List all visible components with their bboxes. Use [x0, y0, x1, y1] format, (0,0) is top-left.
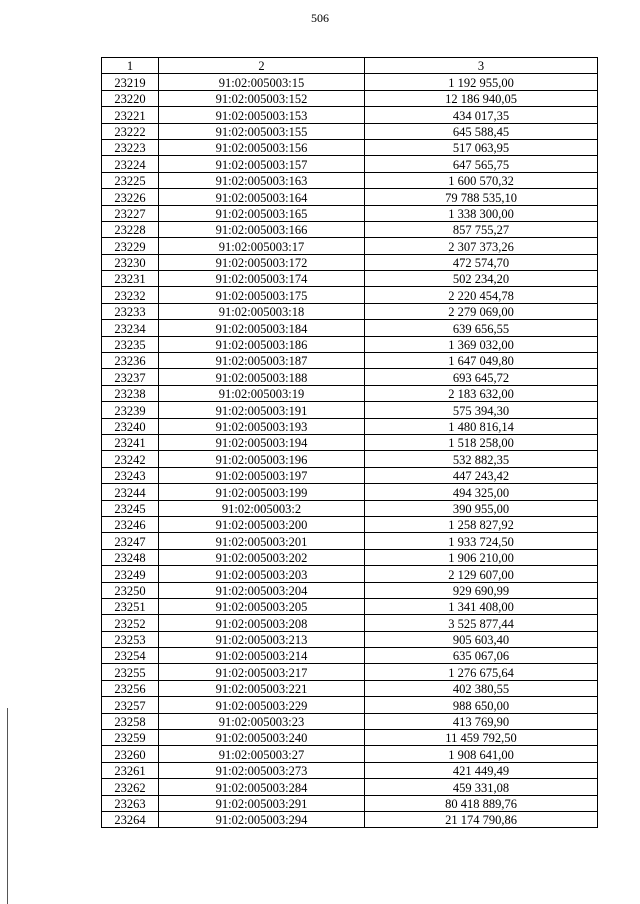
value-cell: 645 588,45	[365, 123, 598, 139]
value-cell: 2 220 454,78	[365, 287, 598, 303]
table-row	[102, 221, 598, 237]
table-row	[102, 90, 598, 106]
cadastral-number-cell: 91:02:005003:172	[159, 254, 365, 270]
cadastral-number-cell: 91:02:005003:175	[159, 287, 365, 303]
value-cell: 1 480 816,14	[365, 418, 598, 434]
table-row	[102, 598, 598, 614]
table-row	[102, 713, 598, 729]
column-header-2: 2	[159, 58, 365, 74]
value-cell: 1 647 049,80	[365, 353, 598, 369]
table-row	[102, 74, 598, 90]
cadastral-number-cell: 91:02:005003:273	[159, 762, 365, 778]
value-cell: 79 788 535,10	[365, 189, 598, 205]
table-row	[102, 795, 598, 811]
row-number-cell: 23244	[102, 484, 159, 500]
value-cell: 988 650,00	[365, 697, 598, 713]
value-cell: 80 418 889,76	[365, 795, 598, 811]
cadastral-number-cell: 91:02:005003:284	[159, 779, 365, 795]
table-row	[102, 205, 598, 221]
cadastral-number-cell: 91:02:005003:201	[159, 533, 365, 549]
table-row	[102, 402, 598, 418]
cadastral-number-cell: 91:02:005003:23	[159, 713, 365, 729]
row-number-cell: 23231	[102, 271, 159, 287]
row-number-cell: 23260	[102, 746, 159, 762]
row-number-cell: 23243	[102, 467, 159, 483]
row-number-cell: 23239	[102, 402, 159, 418]
table-row	[102, 615, 598, 631]
row-number-cell: 23233	[102, 303, 159, 319]
table-row	[102, 631, 598, 647]
table-row	[102, 254, 598, 270]
cadastral-number-cell: 91:02:005003:166	[159, 221, 365, 237]
table-row	[102, 533, 598, 549]
value-cell: 502 234,20	[365, 271, 598, 287]
table-row	[102, 172, 598, 188]
value-cell: 434 017,35	[365, 107, 598, 123]
cadastral-number-cell: 91:02:005003:240	[159, 730, 365, 746]
table-row	[102, 418, 598, 434]
row-number-cell: 23256	[102, 680, 159, 696]
row-number-cell: 23238	[102, 385, 159, 401]
table-row	[102, 779, 598, 795]
value-cell: 905 603,40	[365, 631, 598, 647]
value-cell: 1 518 258,00	[365, 434, 598, 450]
row-number-cell: 23227	[102, 205, 159, 221]
table-row	[102, 238, 598, 254]
table-row	[102, 451, 598, 467]
row-number-cell: 23219	[102, 74, 159, 90]
row-number-cell: 23252	[102, 615, 159, 631]
row-number-cell: 23229	[102, 238, 159, 254]
table-row	[102, 664, 598, 680]
value-cell: 1 258 827,92	[365, 516, 598, 532]
cadastral-number-cell: 91:02:005003:174	[159, 271, 365, 287]
cadastral-number-cell: 91:02:005003:165	[159, 205, 365, 221]
value-cell: 857 755,27	[365, 221, 598, 237]
value-cell: 459 331,08	[365, 779, 598, 795]
value-cell: 929 690,99	[365, 582, 598, 598]
row-number-cell: 23241	[102, 434, 159, 450]
cadastral-number-cell: 91:02:005003:221	[159, 680, 365, 696]
cadastral-number-cell: 91:02:005003:204	[159, 582, 365, 598]
row-number-cell: 23257	[102, 697, 159, 713]
cadastral-number-cell: 91:02:005003:200	[159, 516, 365, 532]
cadastral-number-cell: 91:02:005003:164	[159, 189, 365, 205]
cadastral-number-cell: 91:02:005003:27	[159, 746, 365, 762]
table-row	[102, 697, 598, 713]
table-row	[102, 762, 598, 778]
row-number-cell: 23224	[102, 156, 159, 172]
cadastral-number-cell: 91:02:005003:17	[159, 238, 365, 254]
table-row	[102, 156, 598, 172]
table-row	[102, 320, 598, 336]
row-number-cell: 23251	[102, 598, 159, 614]
value-cell: 647 565,75	[365, 156, 598, 172]
row-number-cell: 23232	[102, 287, 159, 303]
cadastral-number-cell: 91:02:005003:184	[159, 320, 365, 336]
value-cell: 421 449,49	[365, 762, 598, 778]
cadastral-number-cell: 91:02:005003:156	[159, 139, 365, 155]
table-row	[102, 189, 598, 205]
value-cell: 2 307 373,26	[365, 238, 598, 254]
cadastral-number-cell: 91:02:005003:155	[159, 123, 365, 139]
value-cell: 2 279 069,00	[365, 303, 598, 319]
table-row	[102, 287, 598, 303]
row-number-cell: 23230	[102, 254, 159, 270]
table-row	[102, 353, 598, 369]
cadastral-number-cell: 91:02:005003:294	[159, 811, 365, 827]
value-cell: 1 338 300,00	[365, 205, 598, 221]
cadastral-number-cell: 91:02:005003:18	[159, 303, 365, 319]
cadastral-number-cell: 91:02:005003:186	[159, 336, 365, 352]
cadastral-number-cell: 91:02:005003:163	[159, 172, 365, 188]
value-cell: 3 525 877,44	[365, 615, 598, 631]
value-cell: 1 192 955,00	[365, 74, 598, 90]
row-number-cell: 23246	[102, 516, 159, 532]
row-number-cell: 23259	[102, 730, 159, 746]
value-cell: 402 380,55	[365, 680, 598, 696]
value-cell: 1 908 641,00	[365, 746, 598, 762]
row-number-cell: 23249	[102, 566, 159, 582]
table-row	[102, 107, 598, 123]
cadastral-number-cell: 91:02:005003:229	[159, 697, 365, 713]
row-number-cell: 23254	[102, 648, 159, 664]
table-row	[102, 680, 598, 696]
table-row	[102, 730, 598, 746]
value-cell: 1 933 724,50	[365, 533, 598, 549]
value-cell: 532 882,35	[365, 451, 598, 467]
cadastral-number-cell: 91:02:005003:2	[159, 500, 365, 516]
table-row	[102, 467, 598, 483]
value-cell: 1 600 570,32	[365, 172, 598, 188]
cadastral-number-cell: 91:02:005003:19	[159, 385, 365, 401]
column-header-3: 3	[365, 58, 598, 74]
value-cell: 21 174 790,86	[365, 811, 598, 827]
value-cell: 390 955,00	[365, 500, 598, 516]
value-cell: 517 063,95	[365, 139, 598, 155]
row-number-cell: 23235	[102, 336, 159, 352]
column-header-1: 1	[102, 58, 159, 74]
table-row	[102, 123, 598, 139]
row-number-cell: 23221	[102, 107, 159, 123]
value-cell: 12 186 940,05	[365, 90, 598, 106]
table-header-row	[102, 58, 598, 74]
row-number-cell: 23248	[102, 549, 159, 565]
value-cell: 1 276 675,64	[365, 664, 598, 680]
table-row	[102, 369, 598, 385]
row-number-cell: 23226	[102, 189, 159, 205]
row-number-cell: 23240	[102, 418, 159, 434]
cadastral-number-cell: 91:02:005003:157	[159, 156, 365, 172]
row-number-cell: 23220	[102, 90, 159, 106]
cadastral-number-cell: 91:02:005003:203	[159, 566, 365, 582]
row-number-cell: 23223	[102, 139, 159, 155]
table-row	[102, 271, 598, 287]
row-number-cell: 23255	[102, 664, 159, 680]
table-row	[102, 484, 598, 500]
row-number-cell: 23237	[102, 369, 159, 385]
table-row	[102, 582, 598, 598]
table-row	[102, 549, 598, 565]
cadastral-number-cell: 91:02:005003:152	[159, 90, 365, 106]
cadastral-number-cell: 91:02:005003:291	[159, 795, 365, 811]
cadastral-number-cell: 91:02:005003:187	[159, 353, 365, 369]
margin-line	[7, 708, 8, 904]
table-row	[102, 434, 598, 450]
table-row	[102, 385, 598, 401]
cadastral-number-cell: 91:02:005003:188	[159, 369, 365, 385]
value-cell: 575 394,30	[365, 402, 598, 418]
row-number-cell: 23247	[102, 533, 159, 549]
value-cell: 2 183 632,00	[365, 385, 598, 401]
cadastral-number-cell: 91:02:005003:15	[159, 74, 365, 90]
row-number-cell: 23245	[102, 500, 159, 516]
table-row	[102, 139, 598, 155]
value-cell: 413 769,90	[365, 713, 598, 729]
row-number-cell: 23258	[102, 713, 159, 729]
cadastral-number-cell: 91:02:005003:196	[159, 451, 365, 467]
value-cell: 1 906 210,00	[365, 549, 598, 565]
row-number-cell: 23264	[102, 811, 159, 827]
table-row	[102, 811, 598, 827]
value-cell: 11 459 792,50	[365, 730, 598, 746]
row-number-cell: 23228	[102, 221, 159, 237]
cadastral-value-table	[101, 57, 598, 828]
value-cell: 1 369 032,00	[365, 336, 598, 352]
row-number-cell: 23250	[102, 582, 159, 598]
cadastral-number-cell: 91:02:005003:191	[159, 402, 365, 418]
row-number-cell: 23262	[102, 779, 159, 795]
table-row	[102, 500, 598, 516]
cadastral-number-cell: 91:02:005003:197	[159, 467, 365, 483]
row-number-cell: 23234	[102, 320, 159, 336]
value-cell: 635 067,06	[365, 648, 598, 664]
cadastral-number-cell: 91:02:005003:205	[159, 598, 365, 614]
value-cell: 2 129 607,00	[365, 566, 598, 582]
row-number-cell: 23253	[102, 631, 159, 647]
table-row	[102, 336, 598, 352]
cadastral-number-cell: 91:02:005003:193	[159, 418, 365, 434]
row-number-cell: 23222	[102, 123, 159, 139]
cadastral-number-cell: 91:02:005003:214	[159, 648, 365, 664]
value-cell: 494 325,00	[365, 484, 598, 500]
table-row	[102, 566, 598, 582]
table-body	[102, 74, 598, 828]
row-number-cell: 23225	[102, 172, 159, 188]
row-number-cell: 23242	[102, 451, 159, 467]
cadastral-number-cell: 91:02:005003:199	[159, 484, 365, 500]
value-cell: 639 656,55	[365, 320, 598, 336]
cadastral-number-cell: 91:02:005003:217	[159, 664, 365, 680]
value-cell: 447 243,42	[365, 467, 598, 483]
value-cell: 1 341 408,00	[365, 598, 598, 614]
row-number-cell: 23263	[102, 795, 159, 811]
table-row	[102, 516, 598, 532]
table-row	[102, 303, 598, 319]
cadastral-number-cell: 91:02:005003:153	[159, 107, 365, 123]
row-number-cell: 23261	[102, 762, 159, 778]
cadastral-number-cell: 91:02:005003:208	[159, 615, 365, 631]
table-row	[102, 746, 598, 762]
cadastral-number-cell: 91:02:005003:213	[159, 631, 365, 647]
cadastral-number-cell: 91:02:005003:202	[159, 549, 365, 565]
table-row	[102, 648, 598, 664]
row-number-cell: 23236	[102, 353, 159, 369]
cadastral-number-cell: 91:02:005003:194	[159, 434, 365, 450]
page-number: 506	[311, 11, 329, 25]
value-cell: 693 645,72	[365, 369, 598, 385]
value-cell: 472 574,70	[365, 254, 598, 270]
